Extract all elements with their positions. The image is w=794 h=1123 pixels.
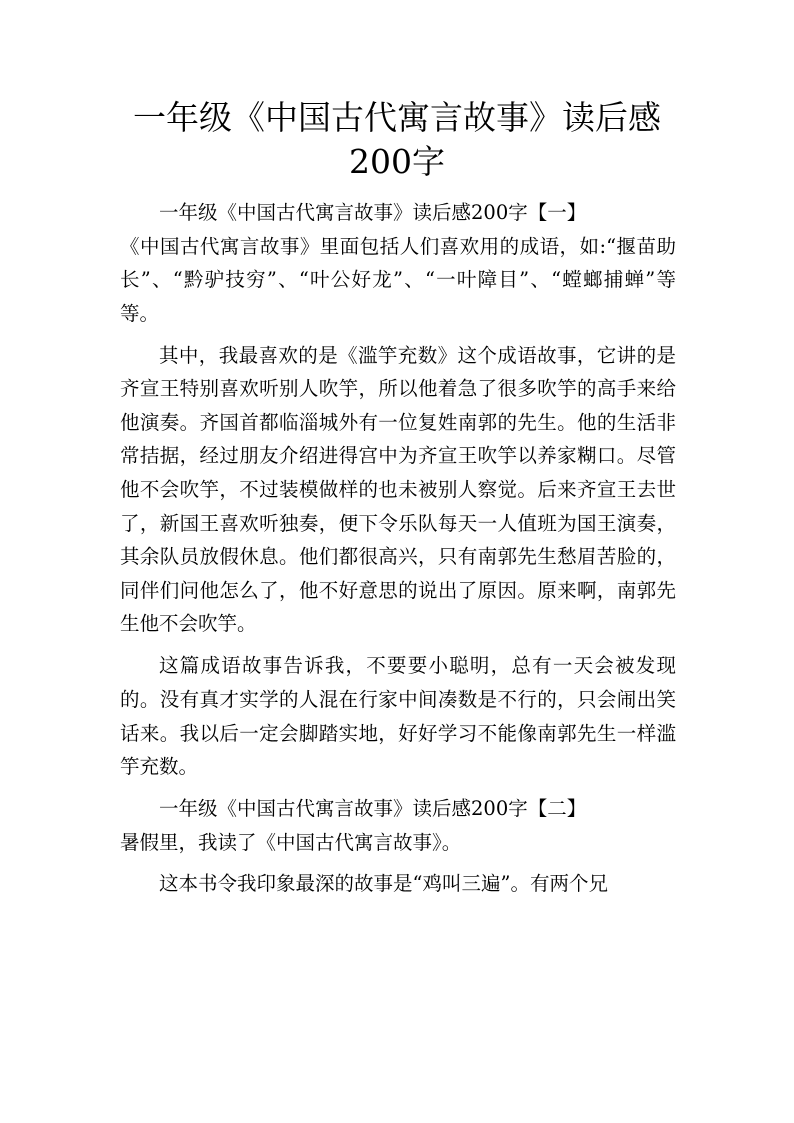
paragraph-story: 其中，我最喜欢的是《滥竽充数》这个成语故事，它讲的是齐宣王特别喜欢听别人吹竽，所以他着急了很多吹竽的高手来给他演奏。齐国首都临淄城外有一位复姓南郭的先生。他的生活非常拮据，经过朋友介绍进得宫中为齐宣王吹竽以养家糊口。尽管他不会吹竽，不过装模做样的也未被别人察觉。后来齐宣王去世了，新国王喜欢听独奏，便下令乐队每天一人值班为国王演奏，其余队员放假休息。他们都很高兴，只有南郭先生愁眉苦脸的，同伴们问他怎么了，他不好意思的说出了原因。原来啊，南郭先生他不会吹竽。 bbox=[120, 343, 676, 636]
document-title: 一年级《中国古代寓言故事》读后感200字 bbox=[133, 98, 661, 181]
paragraph-lesson: 这篇成语故事告诉我，不要要小聪明，总有一天会被发现的。没有真才实学的人混在行家中间凑数是不行的，只会闹出笑话来。我以后一定会脚踏实地，好好学习不能像南郭先生一样滥竽充数。 bbox=[120, 654, 676, 779]
paragraph-intro: 《中国古代寓言故事》里面包括人们喜欢用的成语，如:“揠苗助长”、“黔驴技穷”、“叶公好龙”、“一叶障目”、“螳螂捕蝉”等等。 bbox=[120, 234, 676, 325]
paragraph-summer: 暑假里，我读了《中国古代寓言故事》。 bbox=[120, 830, 462, 854]
paragraph-rooster: 这本书令我印象最深的故事是“鸡叫三遍”。有两个兄 bbox=[159, 872, 608, 896]
document-body bbox=[120, 196, 676, 909]
section-heading-one: 一年级《中国古代寓言故事》读后感200字【一】 bbox=[159, 201, 587, 224]
section-heading-two: 一年级《中国古代寓言故事》读后感200字【二】 bbox=[159, 796, 587, 820]
